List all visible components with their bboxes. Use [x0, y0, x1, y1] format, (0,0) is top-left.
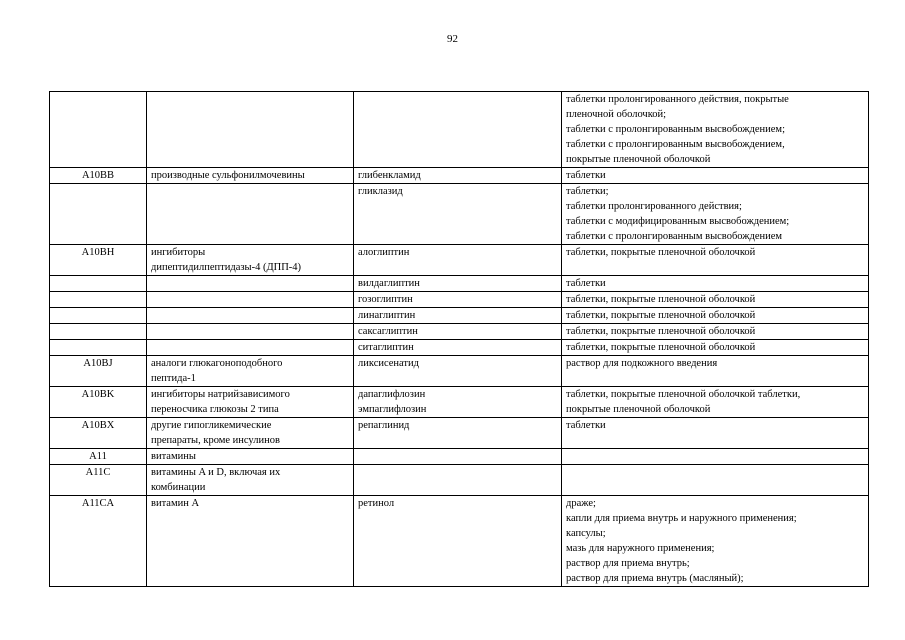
table-row — [50, 92, 869, 168]
atc-code-cell: A10BX — [50, 418, 147, 449]
atc-code-cell — [50, 292, 147, 308]
dosage-forms-cell: таблетки, покрытые пленочной оболочкой — [562, 245, 869, 276]
substance-cell: гозоглиптин — [354, 292, 562, 308]
dosage-forms-cell — [562, 465, 869, 496]
substance-cell — [354, 92, 562, 168]
table-body — [50, 92, 869, 587]
substance-cell: ретинол — [354, 496, 562, 587]
substance-cell: ситаглиптин — [354, 340, 562, 356]
dosage-forms-cell: таблетки — [562, 168, 869, 184]
group-name-cell: аналоги глюкагоноподобного пептида-1 — [147, 356, 354, 387]
atc-code-cell: A10BH — [50, 245, 147, 276]
atc-code-cell: A10BK — [50, 387, 147, 418]
dosage-forms-cell: таблетки — [562, 276, 869, 292]
dosage-forms-cell: таблетки пролонгированного действия, покрытые пленочной оболочкой; таблетки с пролонгированным высвобождением; таблетки с пролонгированным высвобождением, покрытые пленочной оболочкой — [562, 92, 869, 168]
group-name-cell — [147, 184, 354, 245]
dosage-forms-cell: таблетки, покрытые пленочной оболочкой — [562, 324, 869, 340]
table-row — [50, 465, 869, 496]
substance-cell: саксаглиптин — [354, 324, 562, 340]
table-row — [50, 308, 869, 324]
group-name-cell — [147, 324, 354, 340]
dosage-forms-cell: раствор для подкожного введения — [562, 356, 869, 387]
table-row — [50, 168, 869, 184]
group-name-cell: витамин A — [147, 496, 354, 587]
dosage-forms-cell: таблетки, покрытые пленочной оболочкой — [562, 340, 869, 356]
atc-code-cell: A10BB — [50, 168, 147, 184]
dosage-forms-cell: драже; капли для приема внутрь и наружного применения; капсулы; мазь для наружного применения; раствор для приема внутрь; раствор для приема внутрь (масляный); — [562, 496, 869, 587]
substance-cell: репаглинид — [354, 418, 562, 449]
atc-code-cell: A11 — [50, 449, 147, 465]
page-number: 92 — [447, 33, 458, 45]
atc-code-cell — [50, 340, 147, 356]
table-row — [50, 356, 869, 387]
table-row — [50, 449, 869, 465]
group-name-cell — [147, 92, 354, 168]
atc-code-cell: A10BJ — [50, 356, 147, 387]
substance-cell: линаглиптин — [354, 308, 562, 324]
atc-code-cell — [50, 276, 147, 292]
group-name-cell — [147, 340, 354, 356]
table-row — [50, 496, 869, 587]
dosage-forms-cell: таблетки — [562, 418, 869, 449]
atc-code-cell: A11CA — [50, 496, 147, 587]
group-name-cell: ингибиторы натрийзависимого переносчика глюкозы 2 типа — [147, 387, 354, 418]
table-row — [50, 292, 869, 308]
table-row — [50, 184, 869, 245]
atc-code-cell — [50, 92, 147, 168]
group-name-cell — [147, 276, 354, 292]
dosage-forms-cell: таблетки, покрытые пленочной оболочкой — [562, 308, 869, 324]
table-row — [50, 340, 869, 356]
group-name-cell — [147, 308, 354, 324]
group-name-cell: производные сульфонилмочевины — [147, 168, 354, 184]
group-name-cell — [147, 292, 354, 308]
atc-code-cell — [50, 308, 147, 324]
group-name-cell: витамины A и D, включая их комбинации — [147, 465, 354, 496]
substance-cell: дапаглифлозин эмпаглифлозин — [354, 387, 562, 418]
substance-cell — [354, 465, 562, 496]
substance-cell: ликсисенатид — [354, 356, 562, 387]
substance-cell: алоглиптин — [354, 245, 562, 276]
substance-cell: вилдаглиптин — [354, 276, 562, 292]
table-row — [50, 276, 869, 292]
atc-code-cell — [50, 324, 147, 340]
table-row — [50, 418, 869, 449]
dosage-forms-cell — [562, 449, 869, 465]
group-name-cell: другие гипогликемические препараты, кроме инсулинов — [147, 418, 354, 449]
substance-cell: гликлазид — [354, 184, 562, 245]
substance-cell — [354, 449, 562, 465]
substance-cell: глибенкламид — [354, 168, 562, 184]
atc-code-cell — [50, 184, 147, 245]
group-name-cell: витамины — [147, 449, 354, 465]
table-row — [50, 387, 869, 418]
drug-table — [49, 91, 869, 587]
dosage-forms-cell: таблетки, покрытые пленочной оболочкой — [562, 292, 869, 308]
table-row — [50, 324, 869, 340]
dosage-forms-cell: таблетки, покрытые пленочной оболочкой таблетки, покрытые пленочной оболочкой — [562, 387, 869, 418]
group-name-cell: ингибиторы дипептидилпептидазы-4 (ДПП-4) — [147, 245, 354, 276]
dosage-forms-cell: таблетки; таблетки пролонгированного действия; таблетки с модифицированным высвобождением; таблетки с пролонгированным высвобождением — [562, 184, 869, 245]
atc-code-cell: A11C — [50, 465, 147, 496]
table-row — [50, 245, 869, 276]
